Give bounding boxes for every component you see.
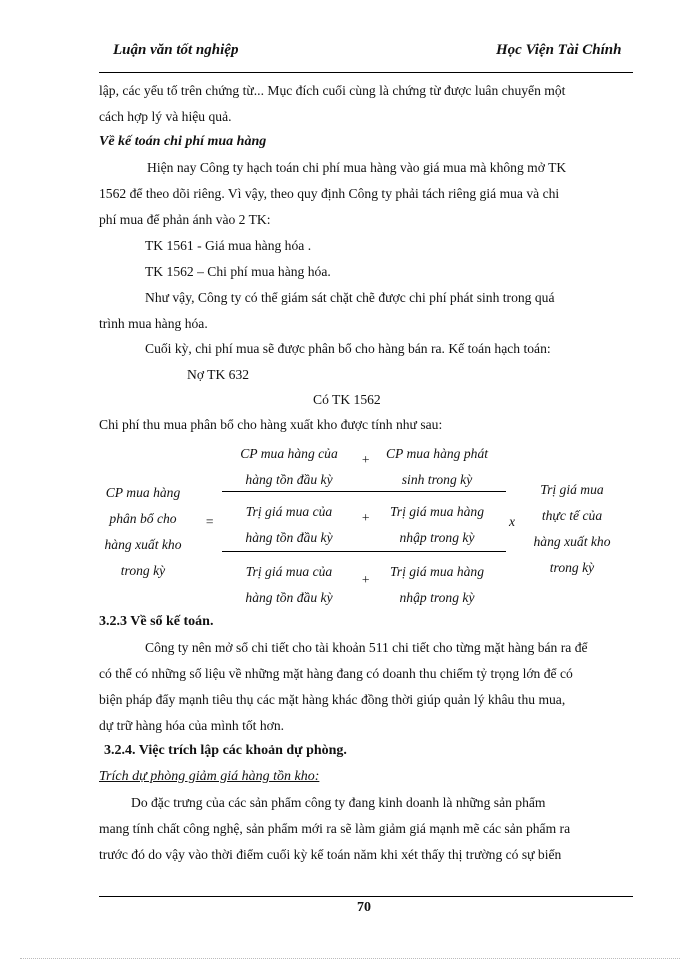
section-title: Về kế toán chi phí mua hàng: [99, 134, 267, 149]
denominator-term-a: [226, 559, 352, 611]
plus-sign: +: [361, 572, 371, 587]
header-left: Luận văn tốt nghiệp: [113, 42, 239, 58]
paragraph-line: Công ty nên mở sổ chi tiết cho tài khoản 511 chi tiết cho từng mặt hàng bán ra để: [145, 640, 588, 655]
paragraph-line: mang tính chất công nghệ, sản phẩm mới ra sẽ làm giảm giá mạnh mẽ các sản phẩm ra: [99, 821, 571, 836]
footer-rule: [99, 896, 633, 897]
paragraph-line: Cuối kỳ, chi phí mua sẽ được phân bổ cho hàng bán ra. Kế toán hạch toán:: [145, 341, 551, 356]
term-line: hàng tồn đầu kỳ: [245, 530, 333, 545]
subsection-heading: Trích dự phòng giảm giá hàng tồn kho:: [99, 769, 320, 784]
numerator-term-b: [374, 441, 500, 493]
plus-sign: +: [361, 452, 371, 467]
fraction-bar: [222, 551, 506, 552]
credit-entry: Có TK 1562: [313, 392, 381, 407]
section-heading-324: 3.2.4. Việc trích lập các khoản dự phòng.: [104, 743, 347, 758]
paragraph-line: trình mua hàng hóa.: [99, 316, 208, 331]
header-rule: [99, 72, 633, 73]
paragraph-line: Do đặc trưng của các sản phẩm công ty đang kinh doanh là những sản phẩm: [131, 795, 546, 810]
formula-lhs-line: hàng xuất kho: [104, 537, 182, 552]
middle-term-a: [226, 499, 352, 551]
account-1562: TK 1562 – Chi phí mua hàng hóa.: [145, 264, 331, 279]
formula-rhs: [522, 477, 622, 581]
intro-line: lập, các yếu tố trên chứng từ... Mục đích cuối cùng là chứng từ được luân chuyển một: [99, 83, 566, 98]
intro-line: cách hợp lý và hiệu quả.: [99, 109, 232, 124]
paragraph-line: dự trữ hàng hóa của mình tốt hơn.: [99, 718, 285, 733]
section-heading-323: 3.2.3 Về sổ kế toán.: [99, 614, 214, 629]
page-edge-divider: [20, 958, 680, 959]
formula-rhs-line: trong kỳ: [549, 560, 595, 575]
paragraph-line: Chi phí thu mua phân bổ cho hàng xuất kho được tính như sau:: [99, 417, 443, 432]
paragraph-line: Như vậy, Công ty có thể giám sát chặt chẽ được chi phí phát sinh trong quá: [145, 290, 555, 305]
term-line: Trị giá mua hàng: [389, 564, 485, 579]
term-line: sinh trong kỳ: [401, 472, 473, 487]
header-right: Học Viện Tài Chính: [496, 42, 622, 58]
term-line: nhập trong kỳ: [399, 530, 475, 545]
paragraph-line: trước đó do vậy vào thời điểm cuối kỳ kế toán năm khi xét thấy thị trường có sự biến: [99, 847, 562, 862]
paragraph-line: Hiện nay Công ty hạch toán chi phí mua hàng vào giá mua mà không mở TK: [147, 160, 567, 175]
term-line: hàng tồn đầu kỳ: [245, 590, 333, 605]
formula-lhs: [96, 480, 190, 584]
denominator-term-b: [374, 559, 500, 611]
term-line: Trị giá mua của: [245, 504, 333, 519]
term-line: Trị giá mua của: [245, 564, 333, 579]
fraction-bar: [222, 491, 506, 492]
formula-rhs-line: hàng xuất kho: [533, 534, 611, 549]
term-line: hàng tồn đầu kỳ: [245, 472, 333, 487]
formula-rhs-line: Trị giá mua: [540, 482, 604, 497]
paragraph-line: 1562 để theo dõi riêng. Vì vậy, theo quy định Công ty phải tách riêng giá mua và chi: [99, 186, 560, 201]
paragraph-line: biện pháp đẩy mạnh tiêu thụ các mặt hàng khác đồng thời giúp quản lý khâu thu mua,: [99, 692, 566, 707]
term-line: Trị giá mua hàng: [389, 504, 485, 519]
formula-lhs-line: CP mua hàng: [105, 485, 181, 500]
numerator-term-a: [226, 441, 352, 493]
plus-sign: +: [361, 510, 371, 525]
formula-rhs-line: thực tế của: [541, 508, 603, 523]
page-number: 70: [357, 900, 371, 915]
term-line: CP mua hàng của: [240, 446, 338, 461]
times-sign: x: [509, 514, 516, 529]
paragraph-line: có thể có những số liệu về những mặt hàng đang có doanh thu chiếm tỷ trọng lớn để có: [99, 666, 573, 681]
term-line: nhập trong kỳ: [399, 590, 475, 605]
middle-term-b: [374, 499, 500, 551]
equals-sign: =: [205, 514, 215, 529]
term-line: CP mua hàng phát: [385, 446, 489, 461]
paragraph-line: phí mua để phản ánh vào 2 TK:: [99, 212, 271, 227]
account-1561: TK 1561 - Giá mua hàng hóa .: [145, 238, 312, 253]
debit-entry: Nợ TK 632: [187, 367, 250, 382]
formula-lhs-line: trong kỳ: [120, 563, 166, 578]
formula-lhs-line: phân bổ cho: [109, 511, 177, 526]
